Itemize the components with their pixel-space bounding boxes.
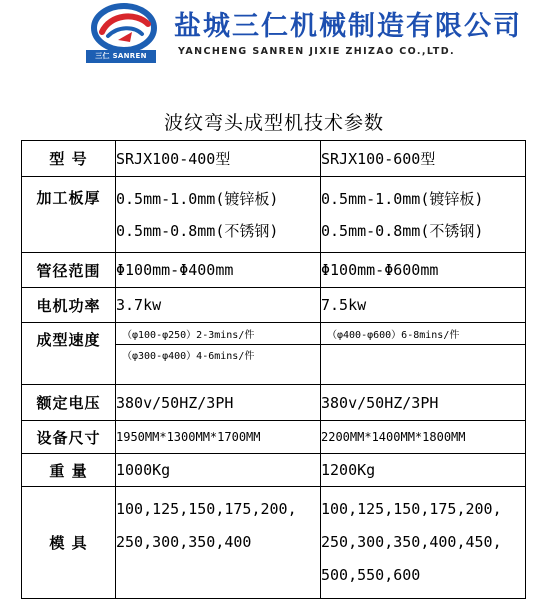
thickness-400-cell xyxy=(116,177,321,253)
mold-400-cell xyxy=(116,487,321,599)
row-label: 电机功率 xyxy=(22,288,116,323)
thickness-stainless: 0.5mm-0.8mm(不锈钢) xyxy=(116,221,279,240)
document-title: 波纹弯头成型机技术参数 xyxy=(163,112,384,134)
speed-400-large-range: （φ300-φ400）4-6mins/件 xyxy=(116,345,321,385)
table-row xyxy=(22,288,526,323)
speed-600-empty xyxy=(321,345,526,385)
power-400-value: 3.7kw xyxy=(116,288,321,323)
thickness-600-cell xyxy=(321,177,526,253)
thickness-galvanized: 0.5mm-1.0mm(镀锌板) xyxy=(321,189,484,208)
table-row xyxy=(22,253,526,288)
table-row xyxy=(22,177,526,253)
diameter-600-value: Φ100mm-Φ600mm xyxy=(321,253,526,288)
mold-list-line: 250,300,350,400 xyxy=(116,533,252,551)
table-row xyxy=(22,487,526,599)
table-row xyxy=(22,454,526,487)
company-name-en: YANCHENG SANREN JIXIE ZHIZAO CO.,LTD. xyxy=(178,46,455,57)
company-name-cn: 盐城三仁机械制造有限公司 xyxy=(174,11,522,42)
mold-list-line: 100,125,150,175,200, xyxy=(116,500,297,518)
size-600-value: 2200MM*1400MM*1800MM xyxy=(321,421,526,454)
mold-600-cell xyxy=(321,487,526,599)
mold-list-line: 250,300,350,400,450, xyxy=(321,533,502,551)
model-400-value: SRJX100-400型 xyxy=(116,141,321,177)
row-label: 成型速度 xyxy=(22,323,116,385)
model-600-value: SRJX100-600型 xyxy=(321,141,526,177)
thickness-galvanized: 0.5mm-1.0mm(镀锌板) xyxy=(116,189,279,208)
voltage-400-value: 380v/50HZ/3PH xyxy=(116,385,321,421)
row-label: 管径范围 xyxy=(22,253,116,288)
row-label: 加工板厚 xyxy=(22,177,116,253)
row-label: 模 具 xyxy=(22,487,116,599)
table-row xyxy=(22,323,526,345)
row-label: 设备尺寸 xyxy=(22,421,116,454)
diameter-400-value: Φ100mm-Φ400mm xyxy=(116,253,321,288)
row-label: 重 量 xyxy=(22,454,116,487)
weight-400-value: 1000Kg xyxy=(116,454,321,487)
table-row xyxy=(22,385,526,421)
speed-600-range: （φ400-φ600）6-8mins/件 xyxy=(321,323,526,345)
table-row xyxy=(22,141,526,177)
mold-list-line: 500,550,600 xyxy=(321,566,421,584)
weight-600-value: 1200Kg xyxy=(321,454,526,487)
row-label: 额定电压 xyxy=(22,385,116,421)
logo-band-text: 三仁 SANREN xyxy=(86,50,156,63)
power-600-value: 7.5kw xyxy=(321,288,526,323)
voltage-600-value: 380v/50HZ/3PH xyxy=(321,385,526,421)
company-header xyxy=(0,0,548,80)
size-400-value: 1950MM*1300MM*1700MM xyxy=(116,421,321,454)
mold-list-line: 100,125,150,175,200, xyxy=(321,500,502,518)
thickness-stainless: 0.5mm-0.8mm(不锈钢) xyxy=(321,221,484,240)
row-label: 型 号 xyxy=(22,141,116,177)
spec-table xyxy=(21,140,526,599)
speed-400-small-range: （φ100-φ250）2-3mins/件 xyxy=(116,323,321,345)
table-row xyxy=(22,421,526,454)
